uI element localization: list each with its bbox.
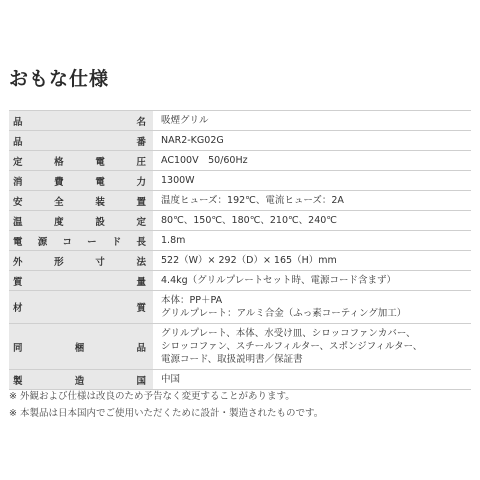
spec-label-char: 品 [13, 116, 23, 128]
spec-label-char: 品 [13, 136, 23, 148]
spec-row [9, 324, 471, 370]
spec-label-char: コ [62, 236, 72, 248]
spec-label-char: 電 [95, 156, 105, 168]
spec-label-char: 温 [13, 216, 23, 228]
spec-label-char: 全 [54, 196, 64, 208]
spec-label-char: 費 [54, 176, 64, 188]
spec-label-char: 度 [54, 216, 64, 228]
spec-label-char: 消 [13, 176, 23, 188]
spec-label-char: 質 [13, 276, 23, 288]
spec-table-body [9, 111, 471, 390]
spec-label-char: 源 [37, 236, 48, 248]
spec-label-char: 製 [13, 375, 23, 387]
spec-label [13, 214, 146, 228]
spec-value: 1300W [153, 171, 471, 191]
spec-label-cell [9, 271, 153, 291]
spec-label [13, 154, 146, 168]
spec-label-char: 番 [136, 136, 146, 148]
spec-label-char: 梱 [74, 342, 85, 354]
spec-row [9, 111, 471, 131]
spec-value: 522（W）× 292（D）× 165（H）mm [153, 251, 471, 271]
spec-label-char: 装 [95, 196, 105, 208]
spec-table [9, 110, 471, 390]
spec-label-cell [9, 211, 153, 231]
spec-value: AC100V 50/60Hz [153, 151, 471, 171]
spec-value: 中国 [153, 370, 471, 390]
spec-label-char: 同 [13, 342, 23, 354]
spec-label-char: 定 [13, 156, 23, 168]
note-change-notice: ※ 外観および仕様は改良のため予告なく変更することがあります。 [9, 391, 295, 402]
spec-row [9, 231, 471, 251]
spec-value: 吸煙グリル [153, 111, 471, 131]
spec-label-char: 格 [54, 156, 64, 168]
spec-value [153, 291, 471, 324]
spec-label-char: 品 [136, 342, 146, 354]
spec-value: 80℃、150℃、180℃、210℃、240℃ [153, 211, 471, 231]
spec-row [9, 370, 471, 390]
spec-label-char: 量 [136, 276, 146, 288]
spec-label-cell [9, 111, 153, 131]
spec-label [13, 134, 146, 148]
spec-label-cell [9, 324, 153, 370]
spec-label [13, 340, 146, 354]
spec-row [9, 131, 471, 151]
spec-label-cell [9, 231, 153, 251]
spec-label-char: 外 [13, 256, 23, 268]
spec-label-char: 名 [136, 116, 146, 128]
spec-label [13, 274, 146, 288]
spec-label-char: 形 [54, 256, 64, 268]
spec-label [13, 254, 146, 268]
spec-row [9, 271, 471, 291]
spec-value-line: シロッコファン、スチールフィルター、スポンジフィルター、 [161, 341, 423, 352]
spec-row [9, 291, 471, 324]
spec-value-line: グリルプレート：アルミ合金（ふっ素コーティング加工） [161, 308, 407, 319]
spec-row [9, 171, 471, 191]
spec-label-char: 寸 [95, 256, 105, 268]
spec-value: 4.4kg（グリルプレートセット時、電源コード含まず） [153, 271, 471, 291]
spec-label [13, 300, 146, 314]
spec-label-char: 安 [13, 196, 23, 208]
spec-value: 温度ヒューズ：192℃、電流ヒューズ：2A [153, 191, 471, 211]
spec-label-char: 国 [136, 375, 146, 387]
spec-label-char: 設 [95, 216, 105, 228]
spec-row [9, 251, 471, 271]
spec-label-char: 造 [74, 375, 85, 387]
spec-label [13, 234, 146, 248]
spec-row [9, 191, 471, 211]
spec-label-cell [9, 151, 153, 171]
spec-label-char: 電 [95, 176, 105, 188]
spec-label-cell [9, 171, 153, 191]
spec-label [13, 373, 146, 387]
spec-label-char: 長 [136, 236, 146, 248]
spec-label-cell [9, 191, 153, 211]
spec-label-char: 電 [13, 236, 23, 248]
spec-label-cell [9, 251, 153, 271]
note-domestic-use: ※ 本製品は日本国内でご使用いただくために設計・製造されたものです。 [9, 408, 324, 419]
spec-label-cell [9, 370, 153, 390]
spec-label-char: 法 [136, 256, 146, 268]
notes [9, 388, 323, 422]
spec-value: NAR2-KG02G [153, 131, 471, 151]
spec-label-char: ド [111, 236, 122, 248]
spec-label-char: 置 [136, 196, 146, 208]
spec-label-char: 圧 [136, 156, 146, 168]
page-title: おもな仕様 [9, 68, 110, 90]
spec-value [153, 324, 471, 370]
spec-value: 1.8m [153, 231, 471, 251]
spec-value-line: 本体：PP＋PA [161, 295, 223, 306]
spec-label [13, 194, 146, 208]
spec-label-char: 質 [136, 303, 146, 314]
spec-row [9, 211, 471, 231]
spec-label [13, 174, 146, 188]
spec-label-char: 力 [136, 176, 146, 188]
spec-label-cell [9, 131, 153, 151]
spec-label-char: ー [87, 236, 97, 248]
spec-label-char: 材 [13, 303, 23, 314]
spec-label [13, 114, 146, 128]
spec-label-cell [9, 291, 153, 324]
spec-value-line: グリルプレート、本体、水受け皿、シロッコファンカバー、 [161, 328, 416, 339]
spec-value-line: 電源コード、取扱説明書／保証書 [161, 354, 303, 365]
spec-label-char: 定 [136, 216, 146, 228]
spec-row [9, 151, 471, 171]
